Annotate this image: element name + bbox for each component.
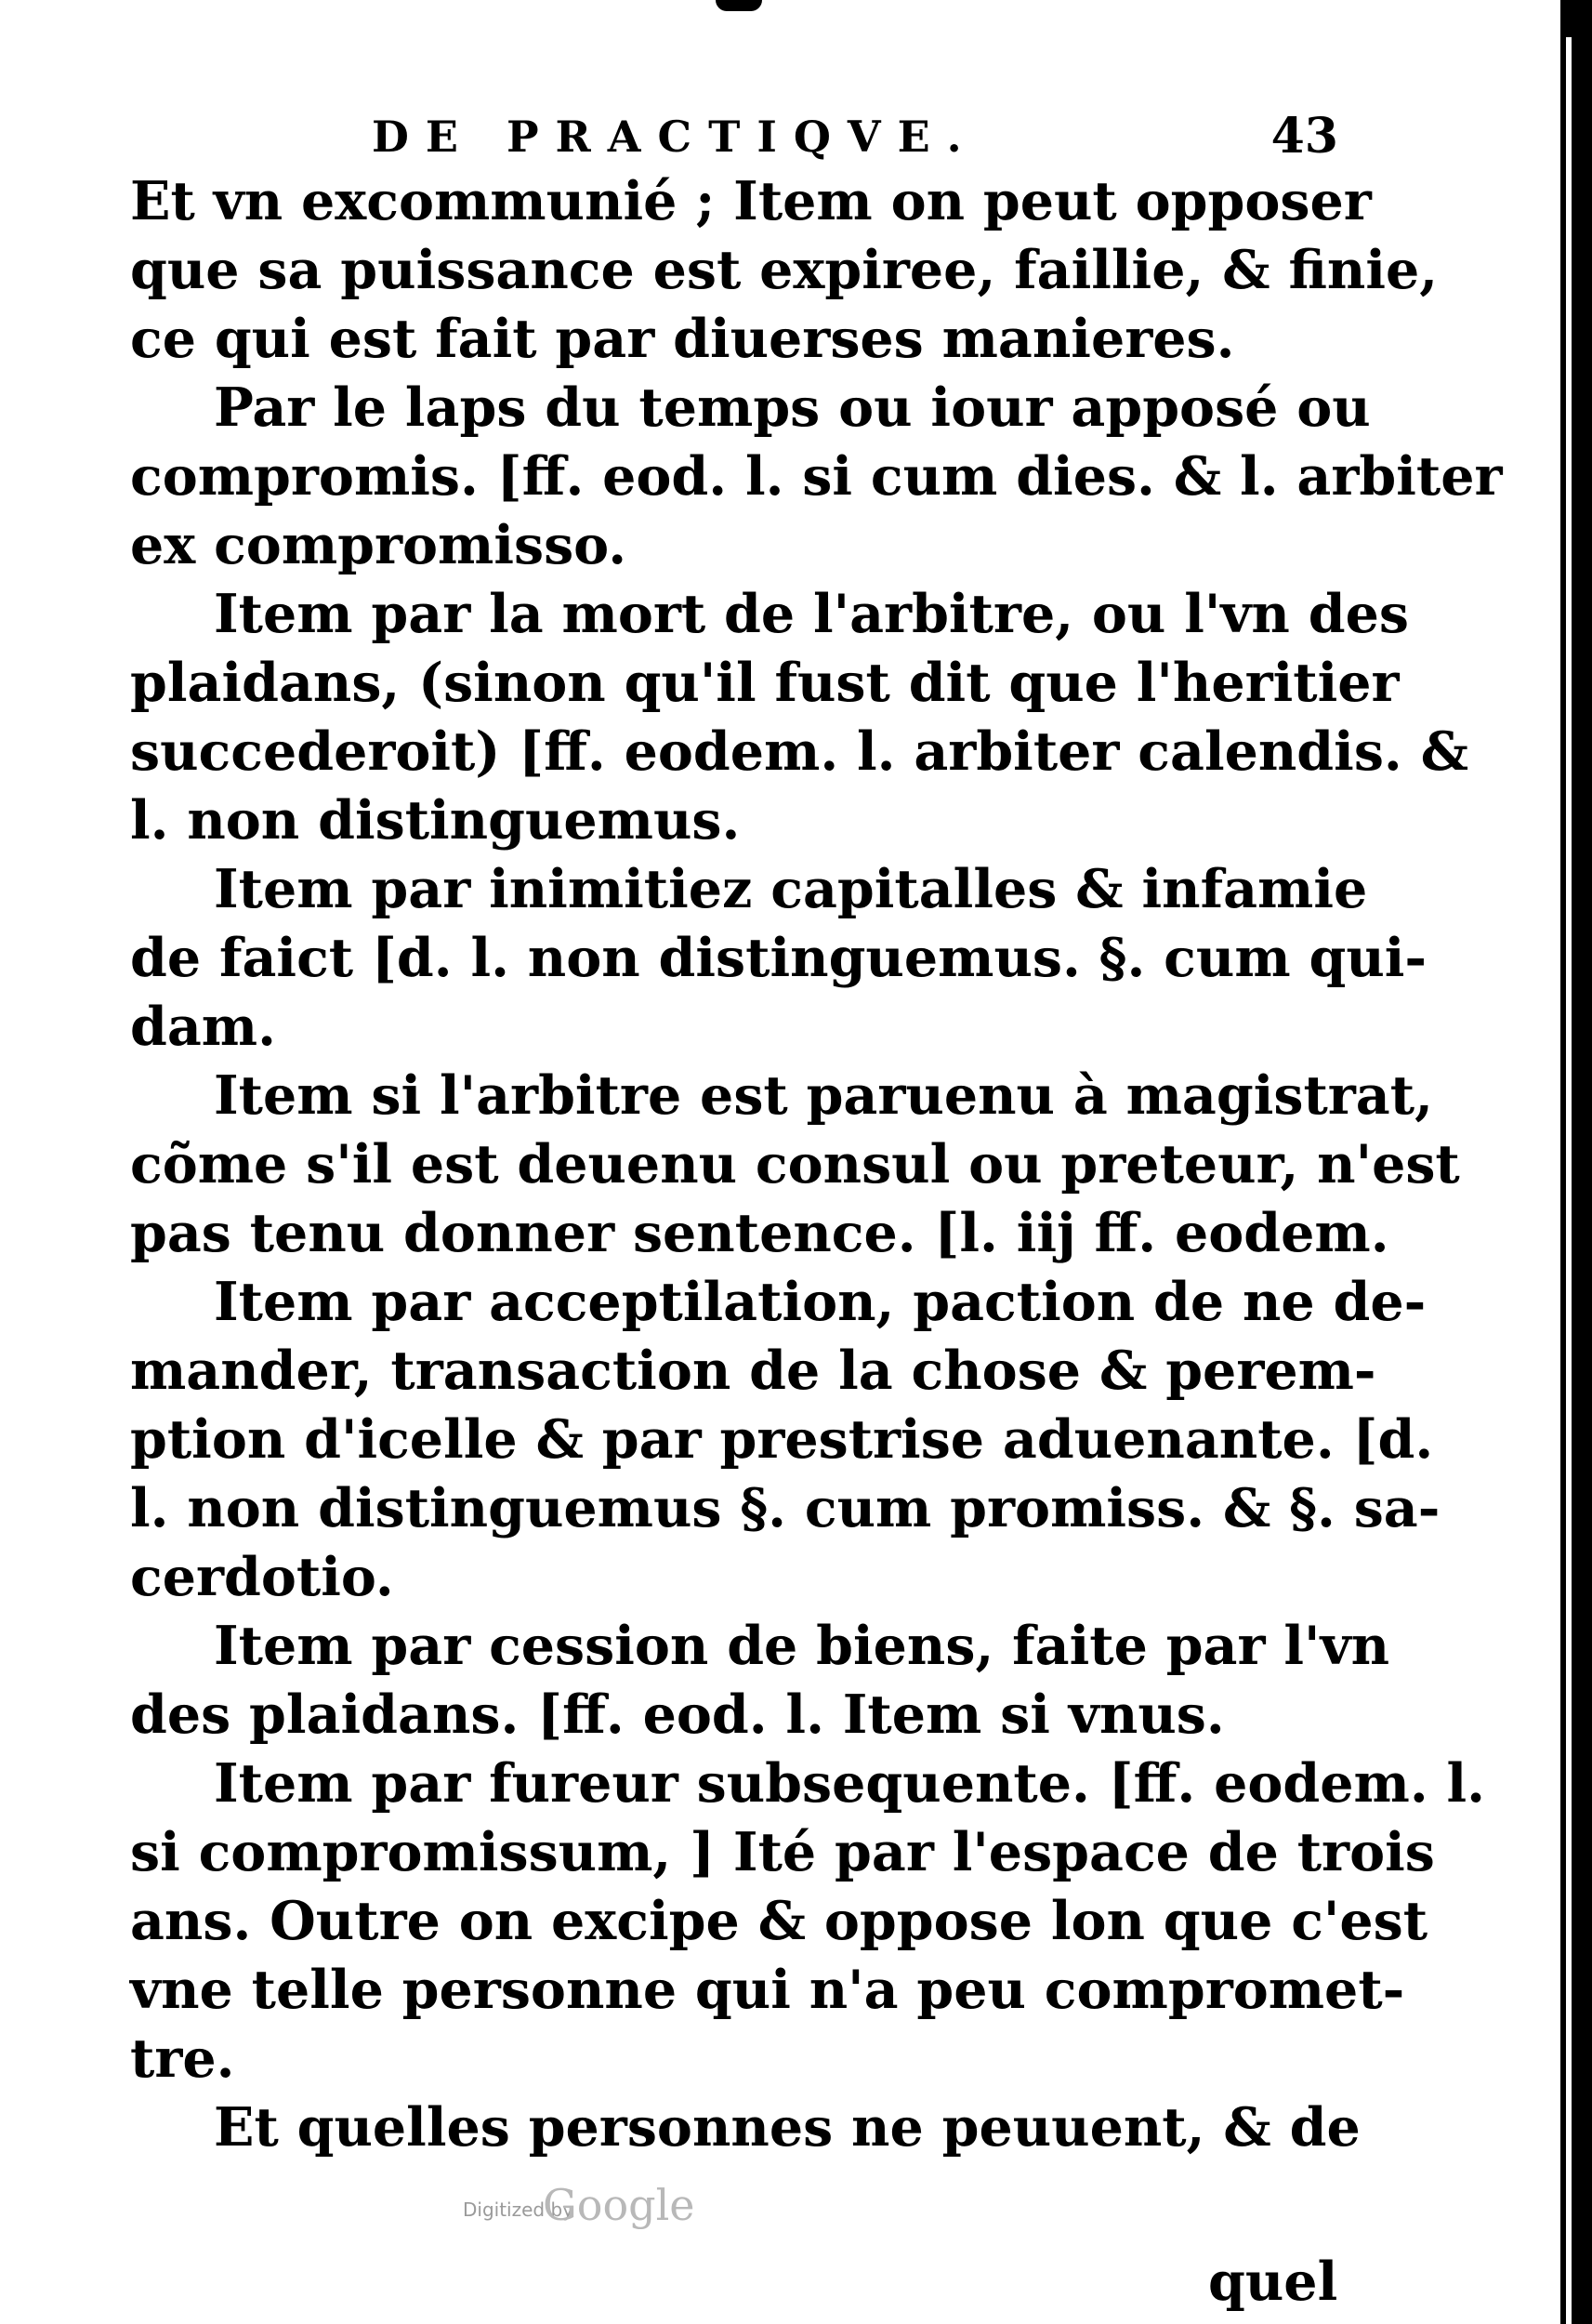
text-line: l. non distinguemus §. cum promiss. & §. sa- — [130, 1477, 1441, 1539]
text-line: Item par acceptilation, paction de ne de- — [214, 1271, 1427, 1333]
ink-blot — [716, 0, 762, 11]
text-line: ption d'icelle & par prestrise aduenante. [d. — [130, 1408, 1434, 1471]
text-line: Par le laps du temps ou iour apposé ou — [214, 376, 1371, 439]
body-text — [130, 167, 1503, 2162]
page-edge-gap — [1566, 37, 1572, 2324]
text-line: des plaidans. [ff. eod. l. Item si vnus. — [130, 1684, 1225, 1746]
watermark-prefix: Digitized by — [463, 2199, 573, 2221]
text-line: cõme s'il est deuenu consul ou preteur, n'est — [130, 1133, 1460, 1195]
text-line: ex compromisso. — [130, 514, 627, 576]
text-line: Item si l'arbitre est paruenu à magistrat, — [214, 1064, 1433, 1127]
text-line: cerdotio. — [130, 1546, 394, 1608]
text-line: ans. Outre on excipe & oppose lon que c'est — [130, 1890, 1428, 1952]
text-line: Et vn excommunié ; Item on peut opposer — [130, 170, 1372, 232]
running-head: DE PRACTIQVE. — [372, 112, 979, 162]
text-line: tre. — [130, 2027, 235, 2090]
text-line: Item par fureur subsequente. [ff. eodem. l. — [214, 1752, 1486, 1815]
catchword: quel — [1208, 2251, 1338, 2313]
text-line: si compromissum, ] Ité par l'espace de trois — [130, 1821, 1435, 1883]
text-line: Et quelles personnes ne peuuent, & de — [214, 2096, 1361, 2159]
text-line: Item par la mort de l'arbitre, ou l'vn des — [214, 583, 1409, 645]
text-line: compromis. [ff. eod. l. si cum dies. & l. arbiter — [130, 445, 1503, 508]
text-line: plaidans, (sinon qu'il fust dit que l'heritier — [130, 652, 1400, 714]
text-line: pas tenu donner sentence. [l. iij ff. eodem. — [130, 1202, 1389, 1264]
watermark-logo: Google — [543, 2180, 695, 2230]
text-line: succederoit) [ff. eodem. l. arbiter calendis. & — [130, 720, 1469, 783]
text-line: de faict [d. l. non distinguemus. §. cum qui- — [130, 927, 1428, 989]
text-line: ce qui est fait par diuerses manieres. — [130, 308, 1235, 370]
text-line: l. non distinguemus. — [130, 789, 741, 852]
text-line: que sa puissance est expiree, faillie, & finie, — [130, 239, 1439, 301]
text-line: dam. — [130, 996, 276, 1058]
text-line: Item par inimitiez capitalles & infamie — [214, 858, 1368, 920]
text-line: Item par cession de biens, faite par l'vn — [214, 1615, 1390, 1677]
page-number: 43 — [1270, 108, 1338, 165]
text-line: mander, transaction de la chose & perem- — [130, 1340, 1376, 1402]
text-line: vne telle personne qui n'a peu compromet- — [130, 1959, 1405, 2021]
page-header — [372, 104, 1338, 169]
